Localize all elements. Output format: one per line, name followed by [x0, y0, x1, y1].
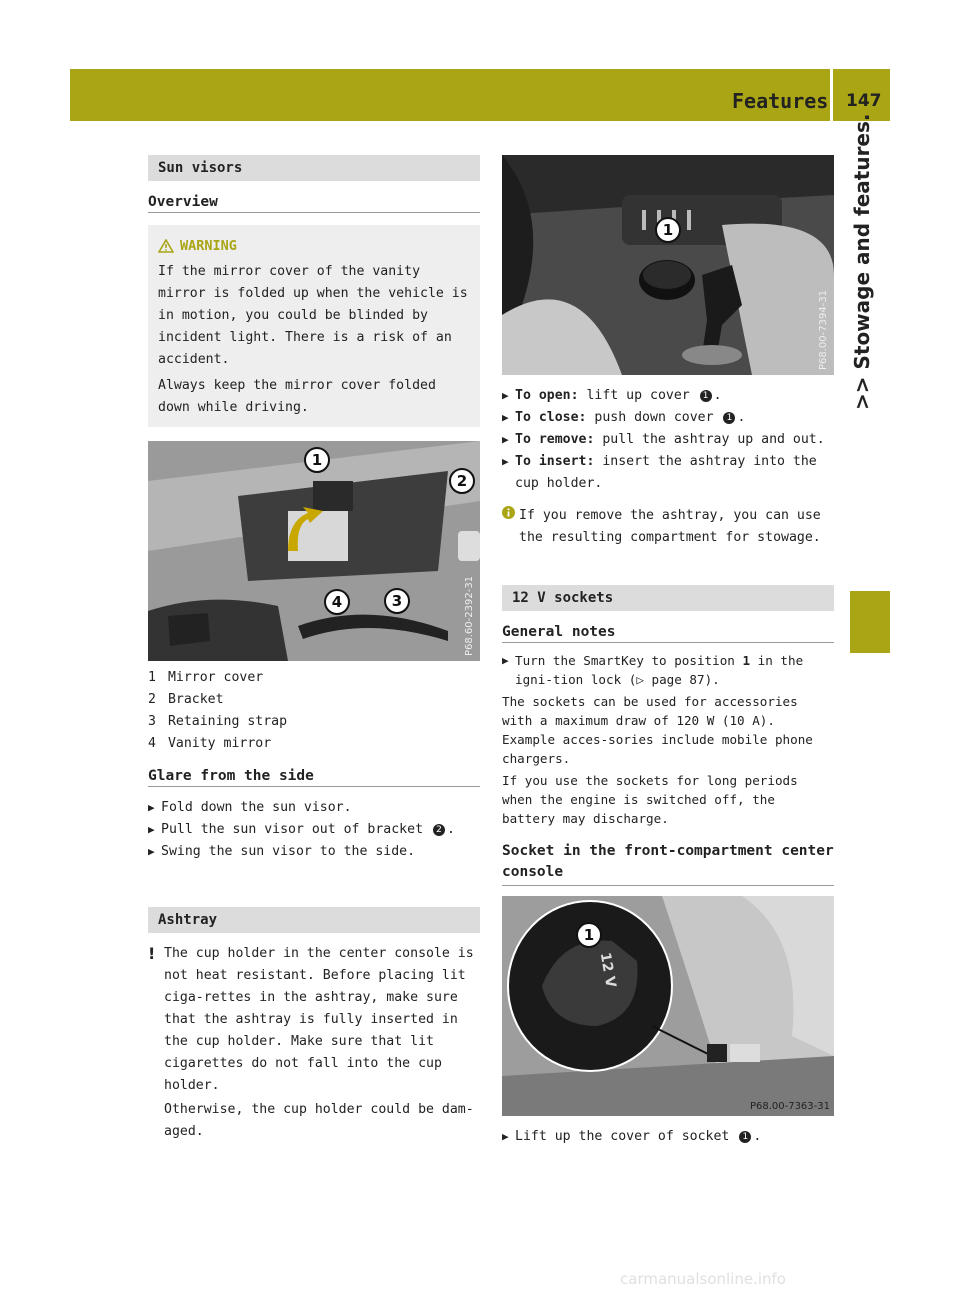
- section-ashtray: Ashtray: [148, 907, 480, 933]
- left-column: [148, 155, 480, 1143]
- legend-number: 4: [148, 736, 156, 751]
- step-item: [502, 651, 834, 689]
- warning-text-2: Always keep the mirror cover folded down while driving.: [158, 378, 436, 415]
- socket-label: 12 V: [596, 951, 619, 989]
- warning-text-1: If the mirror cover of the vanity mirror is folded up when the vehicle is in motion, you could be blinded by incident light. There is a risk of an accident.: [158, 264, 468, 367]
- warning-box: [148, 225, 480, 427]
- step-text: lift up cover: [586, 388, 690, 403]
- step-arrow-icon: ▶: [502, 389, 509, 402]
- step-text: Pull the sun visor out of bracket: [161, 822, 424, 837]
- step-item: ▶ To close: push down cover 1 .: [502, 407, 834, 429]
- legend-number: 1: [148, 670, 156, 685]
- ref-number: 2: [433, 824, 445, 836]
- sun-visor-illustration: [148, 441, 480, 661]
- legend-number: 2: [148, 692, 156, 707]
- header-title: Features: [732, 89, 829, 113]
- page-ref-arrow-icon: ▷: [636, 672, 644, 687]
- position-number: 1: [742, 653, 751, 668]
- step-arrow-icon: ▶: [502, 455, 509, 468]
- step-arrow-icon: ▶: [502, 654, 509, 667]
- subheading-front-socket: Socket in the front-compartment center console: [502, 838, 834, 886]
- ashtray-steps: [502, 385, 834, 495]
- step-arrow-icon: ▶: [148, 845, 155, 858]
- sockets-notes: [502, 651, 834, 828]
- step-text: Fold down the sun visor.: [161, 800, 352, 815]
- step-text: push down cover: [594, 410, 714, 425]
- sockets-text-1: The sockets can be used for accessories with a maximum draw of 120 W (10 A). Example acces-sories include mobile phone chargers.: [502, 694, 813, 766]
- legend-text: Mirror cover: [167, 670, 264, 685]
- note-text-1: The cup holder in the center console is not heat resistant. Before placing lit ciga-rettes in the ashtray, make sure that the ashtray is fully inserted in the cup holder. Make sure that lit cigarettes do not fall into the cup holder.: [164, 946, 474, 1093]
- step-arrow-icon: ▶: [148, 801, 155, 814]
- side-chapter-title: >> Stowage and features.: [850, 113, 874, 410]
- page-number: 147: [846, 91, 882, 111]
- photo-code: P68.60-2392-31: [464, 575, 475, 656]
- info-text: If you remove the ashtray, you can use the resulting compartment for stowage.: [519, 508, 821, 545]
- step-item: ▶ To open: lift up cover 1 .: [502, 385, 834, 407]
- step-text: insert the ashtray into the cup holder.: [515, 454, 817, 491]
- warning-label: WARNING: [180, 238, 237, 254]
- step-item: ▶ Lift up the cover of socket 1 .: [502, 1126, 834, 1148]
- step-item: ▶ Pull the sun visor out of bracket 2 .: [148, 819, 480, 841]
- legend-item: [148, 711, 480, 733]
- note-text-2: Otherwise, the cup holder could be dam-aged.: [164, 1102, 474, 1139]
- photo-code: P68.00-7394-31: [818, 289, 829, 370]
- step-item: [148, 797, 480, 819]
- step-text: Turn the SmartKey to position: [515, 653, 735, 668]
- step-arrow-icon: ▶: [502, 433, 509, 446]
- legend-list: [148, 667, 480, 755]
- legend-number: 3: [148, 714, 156, 729]
- legend-item: [148, 689, 480, 711]
- callout-1: 1: [655, 217, 681, 243]
- legend-text: Bracket: [167, 692, 224, 707]
- step-label: To close:: [515, 410, 587, 425]
- step-label: To open:: [515, 388, 579, 403]
- subheading-general-notes: General notes: [502, 621, 834, 643]
- right-column: [502, 155, 834, 1148]
- ref-number: 1: [723, 412, 735, 424]
- step-label: To insert:: [515, 454, 595, 469]
- socket-steps: [502, 1126, 834, 1148]
- callout-3: 3: [384, 588, 410, 614]
- subheading-overview: Overview: [148, 191, 480, 213]
- step-item: [502, 429, 834, 451]
- warning-heading: [158, 235, 470, 257]
- info-note: [502, 505, 834, 549]
- photo-code: P68.00-7363-31: [749, 1101, 830, 1112]
- step-item: [148, 841, 480, 863]
- step-text: in the igni-tion lock (: [515, 653, 804, 687]
- step-text: Swing the sun visor to the side.: [161, 844, 416, 859]
- sockets-text-2: If you use the sockets for long periods when the engine is switched off, the battery may discharge.: [502, 773, 798, 826]
- ashtray-illustration: [502, 155, 834, 375]
- legend-text: Vanity mirror: [167, 736, 272, 751]
- sun-visor-photo: [148, 441, 480, 661]
- glare-steps: [148, 797, 480, 863]
- info-icon: [502, 505, 519, 549]
- section-sun-visors: Sun visors: [148, 155, 480, 181]
- page-ref: page 87).: [651, 672, 720, 687]
- step-label: To remove:: [515, 432, 595, 447]
- side-tab-marker: [850, 591, 890, 653]
- step-item: [502, 451, 834, 495]
- footer-watermark: carmanualsonline.info: [620, 1270, 786, 1288]
- ref-number: 1: [739, 1131, 751, 1143]
- step-arrow-icon: ▶: [148, 823, 155, 836]
- callout-1: 1: [576, 922, 602, 948]
- step-arrow-icon: ▶: [502, 1130, 509, 1143]
- legend-item: [148, 667, 480, 689]
- step-text: pull the ashtray up and out.: [602, 432, 825, 447]
- ref-number: 1: [700, 390, 712, 402]
- step-arrow-icon: ▶: [502, 411, 509, 424]
- subheading-glare: Glare from the side: [148, 765, 480, 787]
- exclamation-icon: !: [148, 944, 156, 963]
- legend-item: [148, 733, 480, 755]
- header-separator: [830, 69, 833, 121]
- callout-2: 2: [449, 468, 475, 494]
- socket-illustration: [502, 896, 834, 1116]
- ashtray-note: [148, 943, 480, 1143]
- step-text: Lift up the cover of socket: [515, 1129, 730, 1144]
- callout-4: 4: [324, 589, 350, 615]
- warning-triangle-icon: [158, 239, 174, 253]
- legend-text: Retaining strap: [167, 714, 288, 729]
- socket-photo: [502, 896, 834, 1116]
- section-12v-sockets: 12 V sockets: [502, 585, 834, 611]
- ashtray-photo: [502, 155, 834, 375]
- callout-1: 1: [304, 447, 330, 473]
